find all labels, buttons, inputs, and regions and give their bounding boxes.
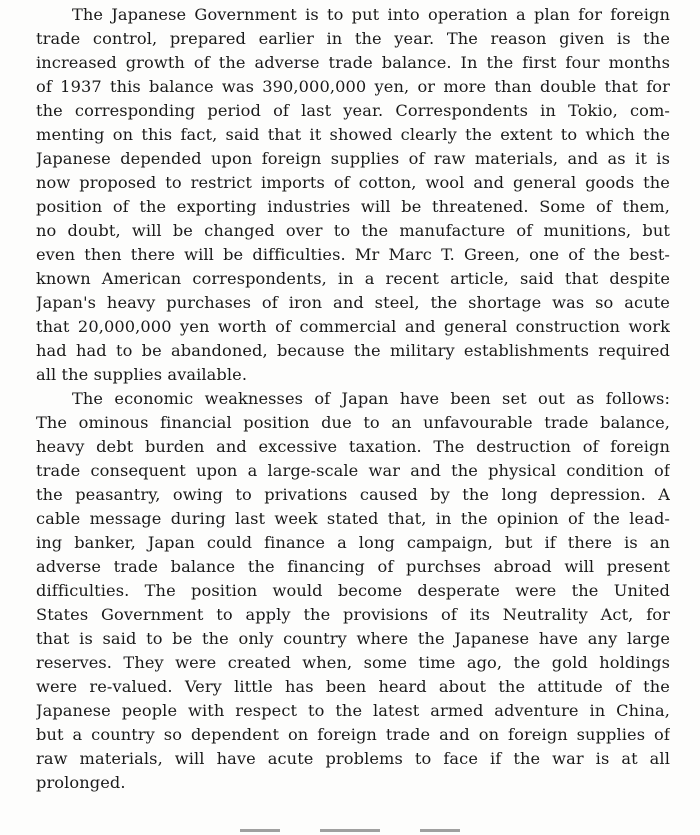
text-line: now proposed to restrict imports of cotton, wool and general goods the: [36, 173, 670, 192]
text-line: States Government to apply the provisions of its Neutrality Act, for: [36, 605, 670, 624]
text-line: no doubt, will be changed over to the manufacture of munitions, but: [36, 221, 670, 240]
text-line: Japan's heavy purchases of iron and steel, the shortage was so acute: [36, 293, 670, 312]
paragraph-1: [36, 3, 670, 387]
text-line: that 20,000,000 yen worth of commercial and general construction work: [36, 317, 670, 336]
ink-fragment: [240, 829, 280, 832]
article-body: [36, 3, 670, 795]
text-line: raw materials, will have acute problems to face if the war is at all: [36, 749, 670, 768]
paragraph-2: [36, 387, 670, 795]
text-line: all the supplies available.: [36, 365, 248, 384]
text-line: known American correspondents, in a recent article, said that despite: [36, 269, 670, 288]
text-line: The economic weaknesses of Japan have been set out as follows:: [72, 389, 670, 408]
text-line: prolonged.: [36, 773, 126, 792]
text-line: were re-valued. Very little has been heard about the attitude of the: [36, 677, 670, 696]
text-line: had had to be abandoned, because the military establishments required: [36, 341, 670, 360]
text-line: of 1937 this balance was 390,000,000 yen, or more than double that for: [36, 77, 670, 96]
text-line: Japanese people with respect to the latest armed adventure in China,: [36, 701, 670, 720]
text-line: that is said to be the only country where the Japanese have any large: [36, 629, 670, 648]
text-line: menting on this fact, said that it showed clearly the extent to which the: [36, 125, 670, 144]
text-line: difficulties. The position would become desperate were the United: [36, 581, 670, 600]
text-line: adverse trade balance the financing of purchses abroad will present: [36, 557, 670, 576]
text-line: heavy debt burden and excessive taxation. The destruction of foreign: [36, 437, 670, 456]
text-line: The ominous financial position due to an unfavourable trade balance,: [36, 413, 670, 432]
text-line: ing banker, Japan could finance a long campaign, but if there is an: [36, 533, 670, 552]
text-line: cable message during last week stated that, in the opinion of the lead-: [36, 509, 670, 528]
text-line: increased growth of the adverse trade balance. In the first four months: [36, 53, 670, 72]
text-line: Japanese depended upon foreign supplies of raw materials, and as it is: [36, 149, 670, 168]
text-line: position of the exporting industries will be threatened. Some of them,: [36, 197, 670, 216]
text-line: the peasantry, owing to privations caused by the long depression. A: [36, 485, 670, 504]
text-line: trade control, prepared earlier in the year. The reason given is the: [36, 29, 670, 48]
text-line: the corresponding period of last year. Correspondents in Tokio, com-: [36, 101, 670, 120]
text-line: The Japanese Government is to put into operation a plan for foreign: [72, 5, 670, 24]
text-line: trade consequent upon a large-scale war and the physical condition of: [36, 461, 670, 480]
text-line: even then there will be difficulties. Mr Marc T. Green, one of the best-: [36, 245, 670, 264]
ink-fragment: [320, 829, 380, 832]
ink-fragment: [420, 829, 460, 832]
cropped-next-line-fragment: [200, 829, 500, 835]
text-line: but a country so dependent on foreign trade and on foreign supplies of: [36, 725, 670, 744]
text-line: reserves. They were created when, some time ago, the gold holdings: [36, 653, 670, 672]
